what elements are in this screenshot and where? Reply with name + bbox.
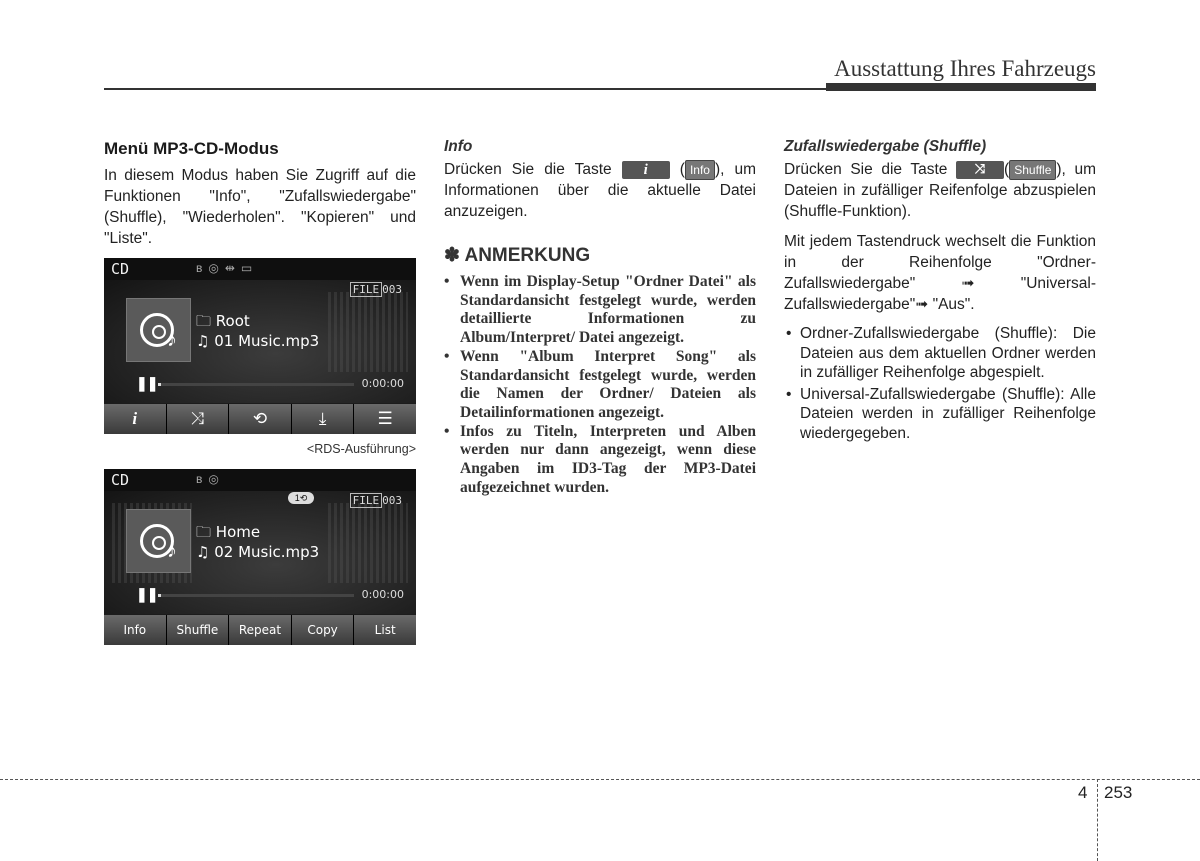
mode-label: CD — [111, 260, 130, 278]
folder-name: 🗀 Root — [196, 312, 250, 330]
note-heading: ✽ ANMERKUNG — [444, 245, 591, 266]
intro-paragraph: In diesem Modus haben Sie Zugriff auf die Funktionen "Info", "Zufallswiedergabe" (Shuffle), "Wiederholen". "Kopieren" und "Liste". — [104, 167, 416, 247]
shuffle-paragraph: Drücken Sie die Taste ⤨ ( Shuffle ), um Dateien in zufälliger Reifenfolge abzuspielen (Shuffle-Funktion). — [784, 161, 1097, 220]
status-icons — [196, 472, 225, 486]
screen-button-bar — [104, 404, 416, 434]
progress-bar[interactable] — [158, 594, 354, 597]
cd-screen-standard — [104, 469, 416, 645]
list-icon: ☰ — [377, 409, 393, 429]
info-button[interactable] — [104, 404, 166, 434]
note-item: • Wenn "Album Interpret Song" als Standardansicht festgelegt wurde, werden die Namen der Ordner/ Dateien als Detailinformationen angezeigt. — [444, 348, 756, 423]
list-button[interactable] — [354, 404, 416, 434]
shuffle-icon: ⤨ — [190, 409, 205, 429]
music-note-icon: ♫ — [196, 332, 210, 350]
footer-divider — [1097, 779, 1098, 861]
screen-status-bar — [104, 469, 416, 491]
note-item: • Infos zu Titeln, Interpreten und Alben werden nur dann angezeigt, wenn diese Angaben im ID3-Tag der MP3-Datei aufgezeichnet wurden. — [444, 423, 756, 498]
shuffle-sequence-paragraph: Mit jedem Tastendruck wechselt die Funktion in der Reihenfolge "Ordner-Zufallswiedergabe" ➟ "Universal-Zufallswiedergabe"➟ "Aus". — [784, 233, 1096, 313]
chapter-number: 4 — [1078, 783, 1088, 802]
track-name: ♫ 02 Music.mp3 — [196, 543, 320, 561]
pause-icon[interactable]: ❚❚ — [136, 375, 158, 391]
track-name: ♫ 01 Music.mp3 — [196, 332, 320, 350]
folder-name: 🗀 Home — [196, 523, 261, 541]
column-right — [784, 136, 1096, 445]
elapsed-time: 0:00:00 — [361, 377, 404, 390]
page-header-title: Ausstattung Ihres Fahrzeugs — [834, 56, 1096, 81]
album-art — [126, 509, 191, 573]
column-middle — [444, 136, 756, 497]
folder-icon: 🗀 — [196, 312, 212, 330]
copy-button[interactable]: Copy — [292, 615, 354, 645]
info-key-glyph: i — [622, 161, 670, 179]
info-paragraph: Drücken Sie die Taste i ( Info ), um Informationen über die aktuelle Datei anzuzeigen. — [444, 161, 757, 220]
section-heading-shuffle: Zufallswiedergabe (Shuffle) — [784, 138, 987, 155]
cd-screen-rds — [104, 258, 416, 434]
disc-status-icon: ◎ — [208, 472, 225, 486]
screen-button-bar — [104, 615, 416, 645]
list-item: • Ordner-Zufallswiedergabe (Shuffle): Die Dateien aus dem aktuellen Ordner werden in zufälliger Reihenfolge abgespielt. — [784, 324, 1096, 383]
section-heading-mp3-cd: Menü MP3-CD-Modus — [104, 139, 279, 158]
repeat-button[interactable]: Repeat — [229, 615, 291, 645]
note-item: • Wenn im Display-Setup "Ordner Datei" als Standardansicht festgelegt wurde, werden detaillierte Informationen zu Album/Interpret/ Datei angezeigt. — [444, 273, 756, 348]
music-note-icon: ♪ — [167, 329, 177, 351]
album-art — [126, 298, 191, 362]
progress-bar[interactable] — [158, 383, 354, 386]
repeat-button[interactable] — [229, 404, 291, 434]
repeat-icon: ⟲ — [252, 409, 268, 429]
shuffle-key-label: Shuffle — [1009, 160, 1056, 180]
equalizer-decoration — [328, 503, 408, 583]
music-note-icon: ♫ — [196, 543, 210, 561]
bluetooth-icon: ʙ — [196, 261, 209, 275]
column-left — [104, 136, 416, 258]
shuffle-button[interactable] — [167, 404, 229, 434]
info-button[interactable]: Info — [104, 615, 166, 645]
footer-rule — [0, 779, 1200, 780]
status-icons — [196, 261, 258, 275]
folder-icon: 🗀 — [196, 523, 212, 541]
info-key-label: Info — [685, 160, 715, 180]
shuffle-key-icon: ⤨ — [956, 161, 1004, 179]
shuffle-modes-list — [784, 324, 1096, 443]
file-counter: FILE 003 — [350, 283, 402, 296]
bluetooth-icon: ʙ — [196, 472, 209, 486]
disc-status-icon: ◎ — [208, 261, 225, 275]
note-list — [444, 273, 756, 497]
shuffle-button[interactable]: Shuffle — [167, 615, 229, 645]
header-rule-accent — [826, 83, 1096, 91]
list-item: • Universal-Zufallswiedergabe (Shuffle): Alle Dateien werden in zufälliger Reihenfolge wiedergegeben. — [784, 385, 1096, 444]
repeat-one-badge: 1⟲ — [288, 492, 314, 504]
usb-icon: ⇹ — [224, 261, 241, 275]
list-button[interactable]: List — [354, 615, 416, 645]
screen-status-bar — [104, 258, 416, 280]
elapsed-time: 0:00:00 — [361, 588, 404, 601]
figure-caption: <RDS-Ausführung> — [306, 442, 416, 456]
equalizer-decoration — [328, 292, 408, 372]
page-number: 253 — [1104, 783, 1133, 802]
mode-label: CD — [111, 471, 130, 489]
section-heading-info: Info — [444, 138, 473, 155]
pause-icon[interactable]: ❚❚ — [136, 586, 158, 602]
battery-icon: ▭ — [240, 261, 259, 275]
copy-button[interactable] — [292, 404, 354, 434]
file-counter: FILE 003 — [350, 494, 402, 507]
info-icon: i — [132, 409, 138, 428]
copy-icon: ⤓ — [318, 409, 327, 429]
music-note-icon: ♪ — [167, 540, 177, 562]
